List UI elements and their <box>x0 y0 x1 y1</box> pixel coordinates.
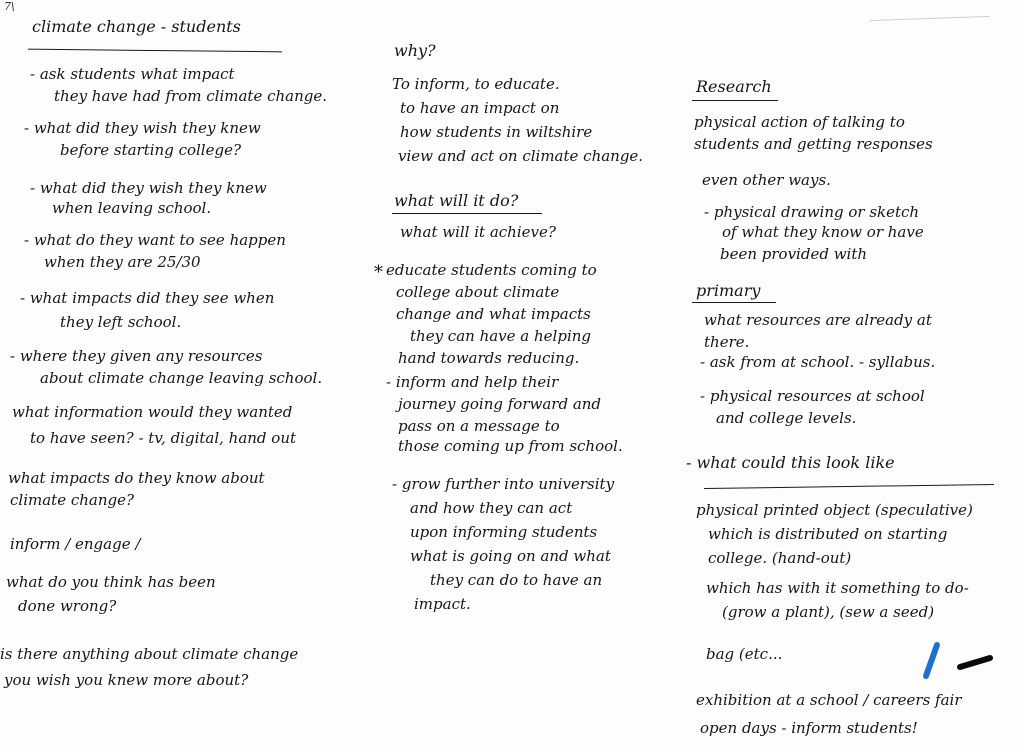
col2-what-title: what will it do? <box>394 191 519 210</box>
col3-look-line: college. (hand-out) <box>708 549 852 567</box>
col1-line: - what do they want to see happen <box>24 231 286 249</box>
col1-line: they have had from climate change. <box>54 87 327 105</box>
col3-look-line: open days - inform students! <box>700 719 918 737</box>
col3-look-line: (grow a plant), (sew a seed) <box>722 603 935 621</box>
col3-research-line: - physical drawing or sketch <box>704 203 920 221</box>
col1-line: before starting college? <box>60 141 241 159</box>
col2-achieve-item: - grow further into university <box>392 475 615 493</box>
col1-line: - what impacts did they see when <box>20 289 275 307</box>
col1-title-underline <box>28 49 282 53</box>
col1-line: climate change? <box>10 491 135 509</box>
col1-line: - ask students what impact <box>30 65 235 83</box>
col3-primary-line: and college levels. <box>716 409 857 427</box>
col2-achieve-item: hand towards reducing. <box>398 349 580 367</box>
col2-achieve-item: what is going on and what <box>410 547 611 565</box>
col3-primary-title: primary <box>696 281 761 300</box>
col2-achieve-item: and how they can act <box>410 499 573 517</box>
col2-achieve-item: change and what impacts <box>396 305 591 323</box>
col2-why-line: how students in wiltshire <box>400 123 593 141</box>
col2-achieve-item: educate students coming to <box>386 261 597 279</box>
col1-line: when leaving school. <box>52 199 212 217</box>
col3-primary-line: - physical resources at school <box>700 387 925 405</box>
col2-achieve-item: pass on a message to <box>398 417 560 435</box>
col3-look-line: exhibition at a school / careers fair <box>696 691 962 709</box>
col3-primary-line: - ask from at school. - syllabus. <box>700 353 936 371</box>
col1-line: - what did they wish they knew <box>30 179 267 197</box>
col1-line: what impacts do they know about <box>8 469 265 487</box>
col1-line: done wrong? <box>18 597 117 615</box>
col3-look-line: which has with it something to do- <box>706 579 969 597</box>
col1-line: they left school. <box>60 313 182 331</box>
col1-line: when they are 25/30 <box>44 253 201 271</box>
col1-title: climate change - students <box>32 17 241 36</box>
col1-line: to have seen? - tv, digital, hand out <box>30 429 297 447</box>
col2-why-title: why? <box>394 41 436 60</box>
col1-line: - what did they wish they knew <box>24 119 261 137</box>
col2-achieve-item: they can have a helping <box>410 327 592 345</box>
col2-why-line: view and act on climate change. <box>398 147 644 165</box>
col3-research-line: even other ways. <box>702 171 831 189</box>
col3-look-line: bag (etc... <box>706 645 783 663</box>
col3-primary-underline <box>692 302 776 303</box>
col3-look-title: - what could this look like <box>686 453 895 472</box>
col3-look-line: which is distributed on starting <box>708 525 948 543</box>
col3-primary-line: what resources are already at <box>704 311 932 329</box>
col2-why-line: to have an impact on <box>400 99 560 117</box>
col2-achieve-item: impact. <box>414 595 471 613</box>
col2-achieve-item: upon informing students <box>410 523 598 541</box>
col3-look-underline <box>704 484 994 489</box>
col1-line: about climate change leaving school. <box>40 369 323 387</box>
col3-primary-line: there. <box>704 333 750 351</box>
col2-achieve-item: they can do to have an <box>430 571 603 589</box>
col1-line: is there anything about climate change <box>0 645 299 663</box>
col3-research-line: been provided with <box>720 245 868 263</box>
col2-achieve-item: college about climate <box>396 283 560 301</box>
col1-line: what information would they wanted <box>12 403 293 421</box>
col3-research-line: students and getting responses <box>694 135 933 153</box>
col3-research-line: physical action of talking to <box>694 113 905 131</box>
col2-achieve-item: journey going forward and <box>398 395 602 413</box>
col3-research-line: of what they know or have <box>722 223 924 241</box>
col2-achieve-item: those coming up from school. <box>398 437 623 455</box>
col3-research-underline <box>692 100 778 101</box>
col1-line: what do you think has been <box>6 573 216 591</box>
star-mark: * <box>374 262 383 283</box>
col3-research-title: Research <box>696 77 772 96</box>
blue-marker-stroke <box>926 645 937 676</box>
col3-look-line: physical printed object (speculative) <box>696 501 973 519</box>
faint-pencil-line <box>870 16 990 21</box>
corner-mark: 7\ <box>4 0 15 13</box>
col1-line: - where they given any resources <box>10 347 263 365</box>
col2-achieve-item: - inform and help their <box>386 373 559 391</box>
col1-line: you wish you knew more about? <box>4 671 249 689</box>
col2-why-line: To inform, to educate. <box>392 75 560 93</box>
col2-achieve-line: what will it achieve? <box>400 223 556 241</box>
col1-line: inform / engage / <box>10 535 141 553</box>
black-marker-stroke <box>960 658 990 667</box>
col2-what-underline <box>392 213 542 214</box>
